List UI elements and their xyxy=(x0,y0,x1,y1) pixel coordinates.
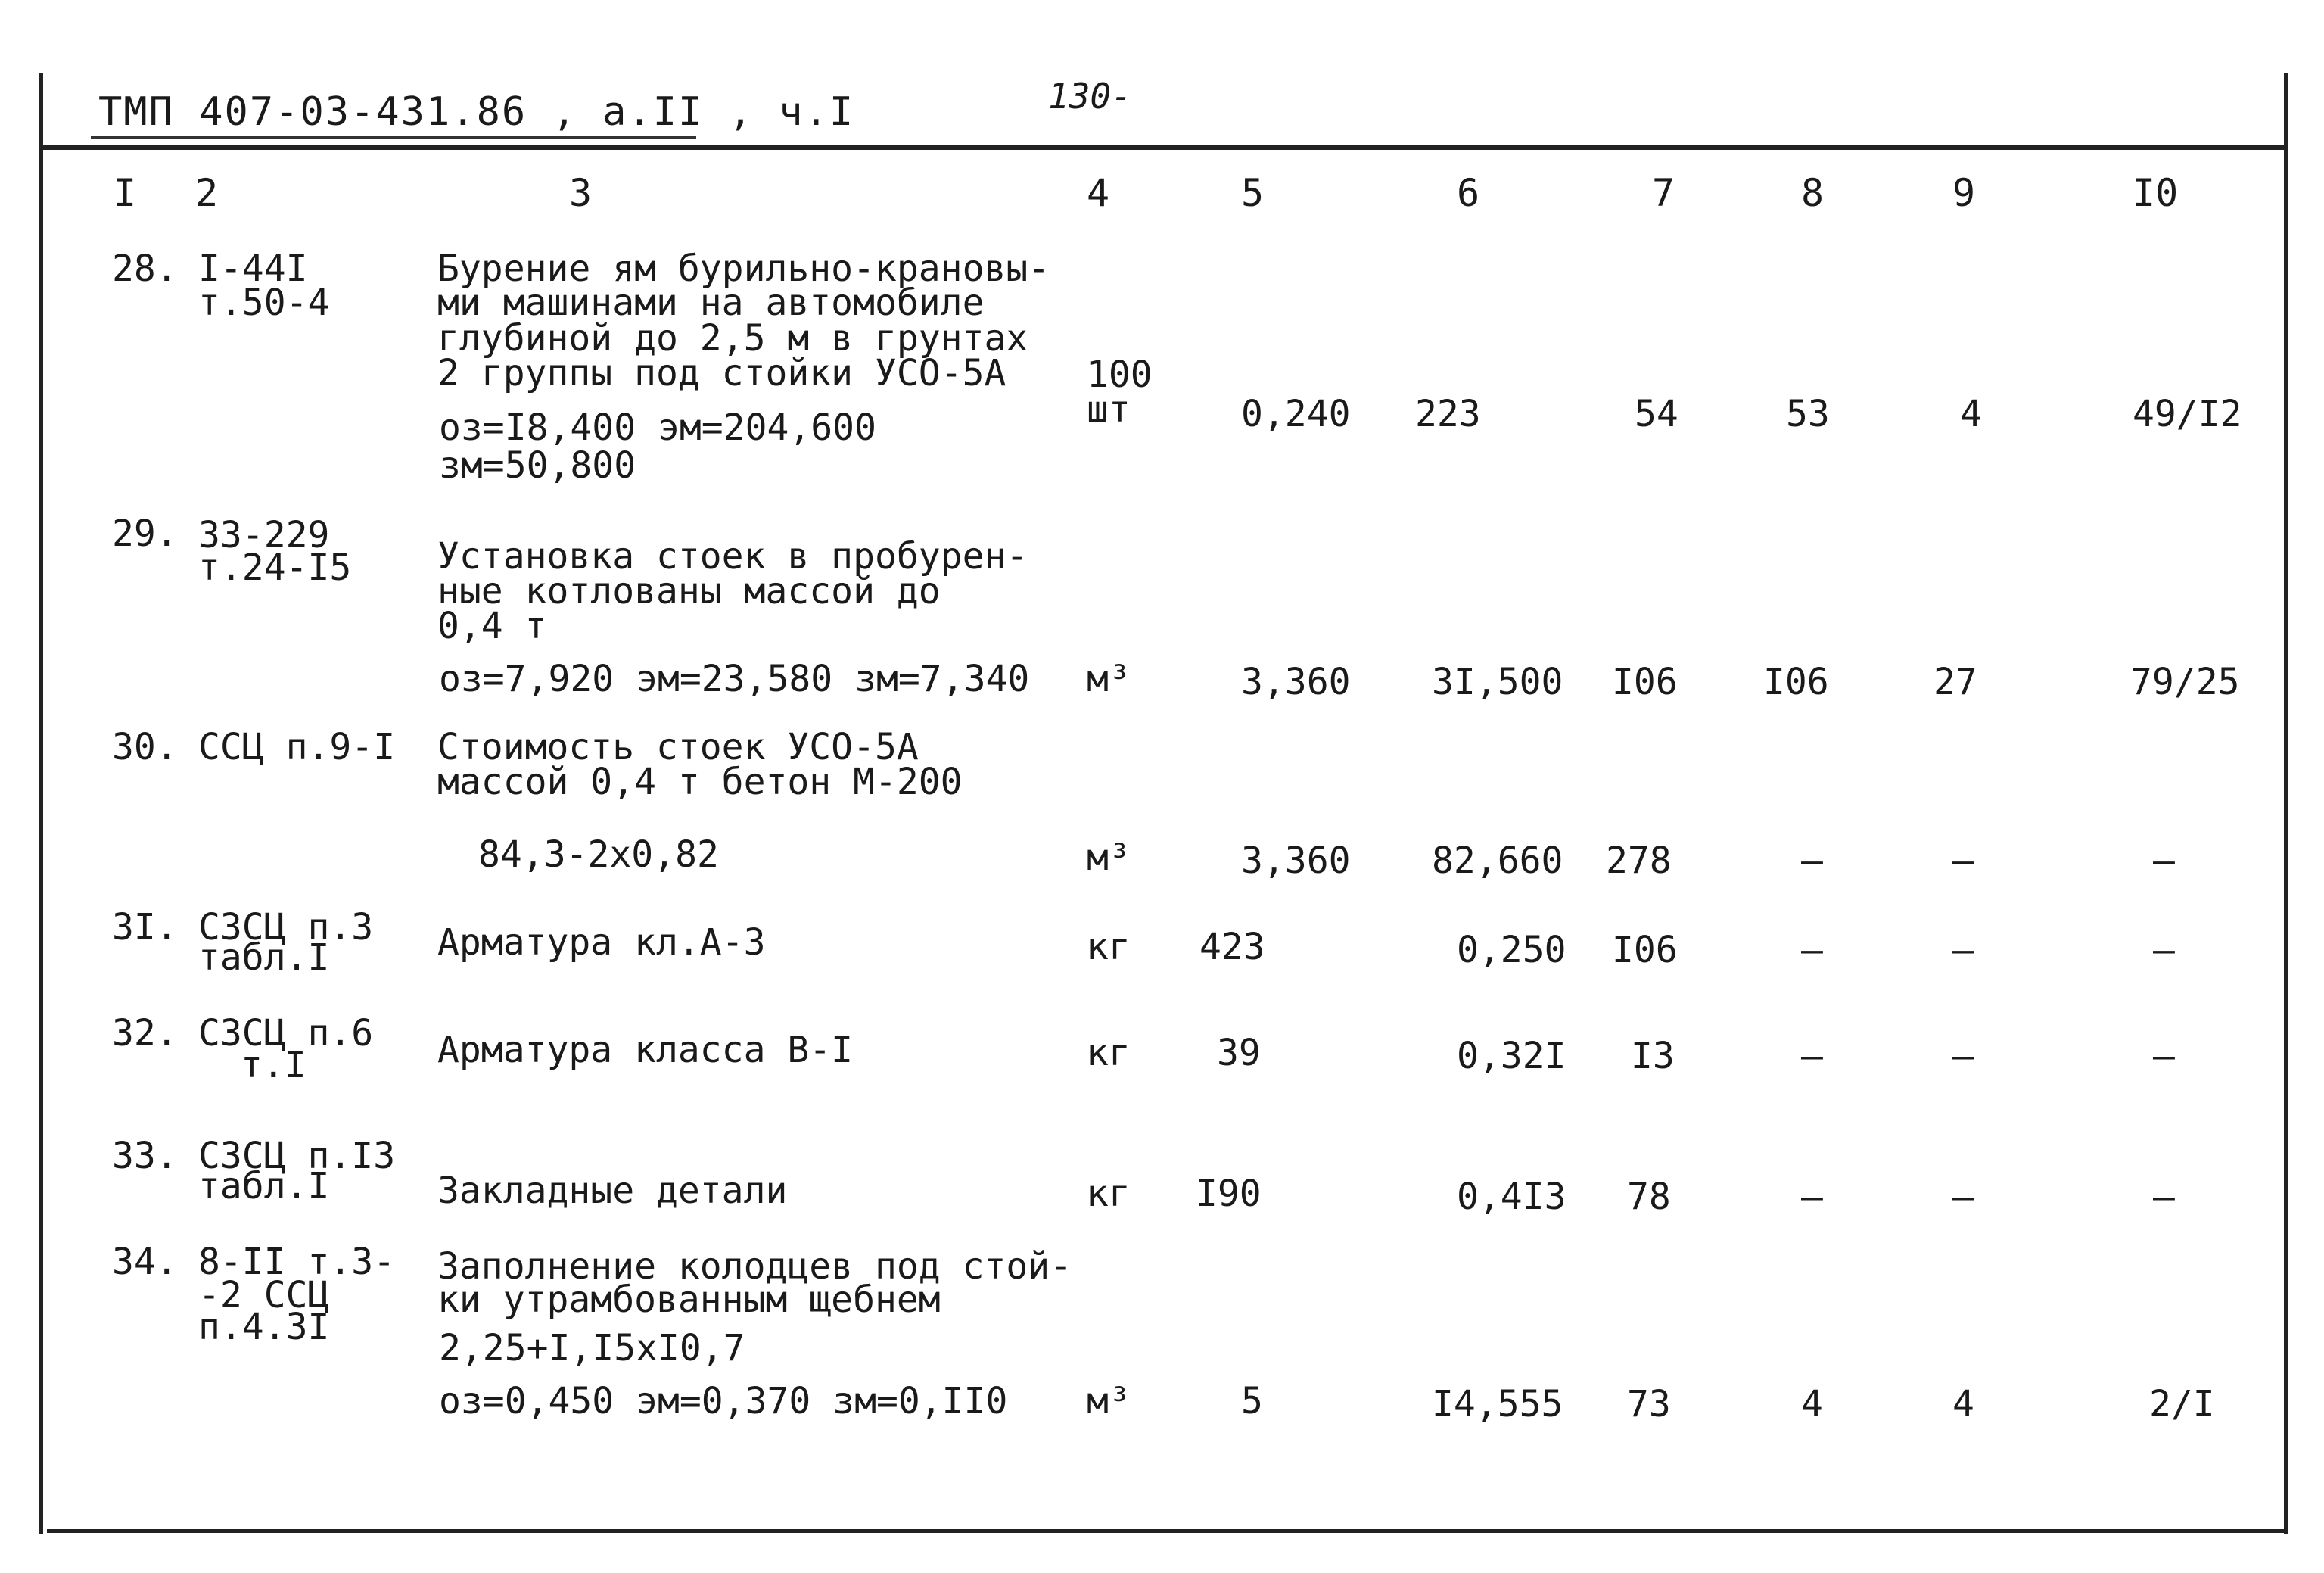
row-description-line: Бурение ям бурильно-крановы- xyxy=(437,248,1050,290)
row-col10: 79/25 xyxy=(2130,661,2240,703)
row-code-line: I-44I xyxy=(198,248,308,290)
row-code-line: СЗСЦ п.3 xyxy=(198,906,374,948)
page-number: 130- xyxy=(1048,76,1132,117)
row-number: 32. xyxy=(112,1012,178,1054)
row-col5: 3,360 xyxy=(1241,839,1351,882)
row-code-line: т.50-4 xyxy=(198,282,330,324)
document-code: ТМП 407-03-431.86 , а.II , ч.I xyxy=(98,89,855,135)
column-header-2: 2 xyxy=(195,171,219,215)
row-col10: – xyxy=(2153,839,2175,882)
row-description-line: Закладные детали xyxy=(437,1170,788,1212)
row-code-line: 8-II т.3- xyxy=(198,1241,396,1283)
row-col10: – xyxy=(2153,929,2175,971)
row-col7: I3 xyxy=(1631,1035,1675,1077)
row-col6: 0,4I3 xyxy=(1457,1176,1566,1218)
row-description-line: ные котлованы массой до xyxy=(437,570,941,612)
row-col8: – xyxy=(1801,839,1823,882)
row-col7: 278 xyxy=(1606,839,1672,882)
column-header-8: 8 xyxy=(1801,171,1825,215)
row-col7: 78 xyxy=(1627,1176,1671,1218)
row-col7: 73 xyxy=(1627,1383,1671,1425)
row-col6: 3I,500 xyxy=(1432,661,1563,703)
row-col8: – xyxy=(1801,929,1823,971)
row-description-line: Стоимость стоек УСО-5А xyxy=(437,726,919,768)
row-code-line: СЗСЦ п.6 xyxy=(198,1012,374,1054)
row-col9: 4 xyxy=(1960,393,1982,435)
row-col7: I06 xyxy=(1612,661,1678,703)
row-col8: 53 xyxy=(1786,393,1830,435)
row-description-line: ки утрамбованным щебнем xyxy=(437,1279,941,1321)
row-description-line: глубиной до 2,5 м в грунтах xyxy=(437,317,1028,360)
row-code-line: табл.I xyxy=(198,1165,330,1207)
row-number: 28. xyxy=(112,248,178,290)
row-col5: 39 xyxy=(1217,1032,1261,1074)
row-number: 34. xyxy=(112,1241,178,1283)
column-header-4: 4 xyxy=(1087,171,1110,215)
column-header-9: 9 xyxy=(1952,171,1976,215)
frame-right-border xyxy=(2284,73,2288,1534)
column-header-1: I xyxy=(114,171,137,215)
header-rule xyxy=(39,145,2287,150)
row-description-line: Установка стоек в пробурен- xyxy=(437,535,1028,578)
column-header-5: 5 xyxy=(1241,171,1265,215)
row-description-line: 0,4 т xyxy=(437,605,547,647)
frame-bottom-border xyxy=(47,1529,2287,1533)
row-col8: – xyxy=(1801,1035,1823,1077)
row-number: 30. xyxy=(112,726,178,768)
row-calculation-line: зм=50,800 xyxy=(439,444,636,487)
row-calculation-line: 84,3-2х0,82 xyxy=(478,833,719,876)
row-col6: 223 xyxy=(1415,393,1481,435)
row-col9: 4 xyxy=(1952,1383,1974,1425)
row-calculation-line: оз=0,450 эм=0,370 зм=0,II0 xyxy=(439,1380,1008,1422)
row-code-line: т.I xyxy=(241,1044,306,1086)
row-col5: 3,360 xyxy=(1241,661,1351,703)
row-unit: м³ xyxy=(1087,836,1131,879)
row-unit: м³ xyxy=(1087,1380,1131,1422)
row-description-line: Арматура класса В-I xyxy=(437,1029,854,1071)
row-col9: – xyxy=(1952,929,1974,971)
row-unit: кг xyxy=(1087,1173,1131,1215)
row-number: 29. xyxy=(112,512,178,555)
row-col5: 5 xyxy=(1241,1380,1263,1422)
row-calculation-line: оз=7,920 эм=23,580 зм=7,340 xyxy=(439,658,1030,700)
row-col8: 4 xyxy=(1801,1383,1823,1425)
row-col8: I06 xyxy=(1763,661,1829,703)
row-unit: кг xyxy=(1087,1032,1131,1074)
row-code-line: 33-229 xyxy=(198,514,330,556)
column-header-7: 7 xyxy=(1652,171,1675,215)
row-calculation-line: 2,25+I,I5хI0,7 xyxy=(439,1327,745,1369)
row-col9: – xyxy=(1952,1176,1974,1218)
row-description-line: ми машинами на автомобиле xyxy=(437,282,985,324)
row-code-line: ССЦ п.9-I xyxy=(198,726,396,768)
column-header-3: 3 xyxy=(569,171,593,215)
row-code-line: -2 ССЦ xyxy=(198,1274,330,1316)
row-description-line: 2 группы под стойки УСО-5А xyxy=(437,352,1006,394)
row-col10: 49/I2 xyxy=(2133,393,2242,435)
row-unit: м³ xyxy=(1087,658,1131,700)
row-col5: 0,240 xyxy=(1241,393,1351,435)
row-code-line: п.4.3I xyxy=(198,1306,330,1348)
row-unit: 100 xyxy=(1087,354,1153,396)
row-col7: 54 xyxy=(1635,393,1678,435)
row-code-line: табл.I xyxy=(198,936,330,979)
row-description-line: Заполнение колодцев под стой- xyxy=(437,1245,1072,1288)
row-code-line: СЗСЦ п.I3 xyxy=(198,1135,396,1177)
row-col10: – xyxy=(2153,1035,2175,1077)
row-col8: – xyxy=(1801,1176,1823,1218)
row-col6: 82,660 xyxy=(1432,839,1563,882)
frame-left-border xyxy=(39,73,43,1534)
row-code-line: т.24-I5 xyxy=(198,547,352,589)
row-col6: 0,250 xyxy=(1457,929,1566,971)
column-header-6: 6 xyxy=(1457,171,1480,215)
row-col5: I90 xyxy=(1196,1173,1262,1215)
row-description-line: массой 0,4 т бетон М-200 xyxy=(437,761,963,803)
column-header-10: I0 xyxy=(2133,171,2179,215)
row-unit: шт xyxy=(1087,388,1131,431)
row-col10: – xyxy=(2153,1176,2175,1218)
row-col9: – xyxy=(1952,839,1974,882)
row-col5: 423 xyxy=(1199,926,1265,968)
row-number: 3I. xyxy=(112,906,178,948)
row-col6: 0,32I xyxy=(1457,1035,1566,1077)
row-number: 33. xyxy=(112,1135,178,1177)
row-col9: – xyxy=(1952,1035,1974,1077)
row-col10: 2/I xyxy=(2149,1383,2215,1425)
row-col7: I06 xyxy=(1612,929,1678,971)
row-col9: 27 xyxy=(1934,661,1977,703)
row-col6: I4,555 xyxy=(1432,1383,1563,1425)
row-unit: кг xyxy=(1087,926,1131,968)
header-underline xyxy=(91,136,696,139)
row-calculation-line: оз=I8,400 эм=204,600 xyxy=(439,406,876,449)
row-description-line: Арматура кл.А-3 xyxy=(437,921,766,964)
